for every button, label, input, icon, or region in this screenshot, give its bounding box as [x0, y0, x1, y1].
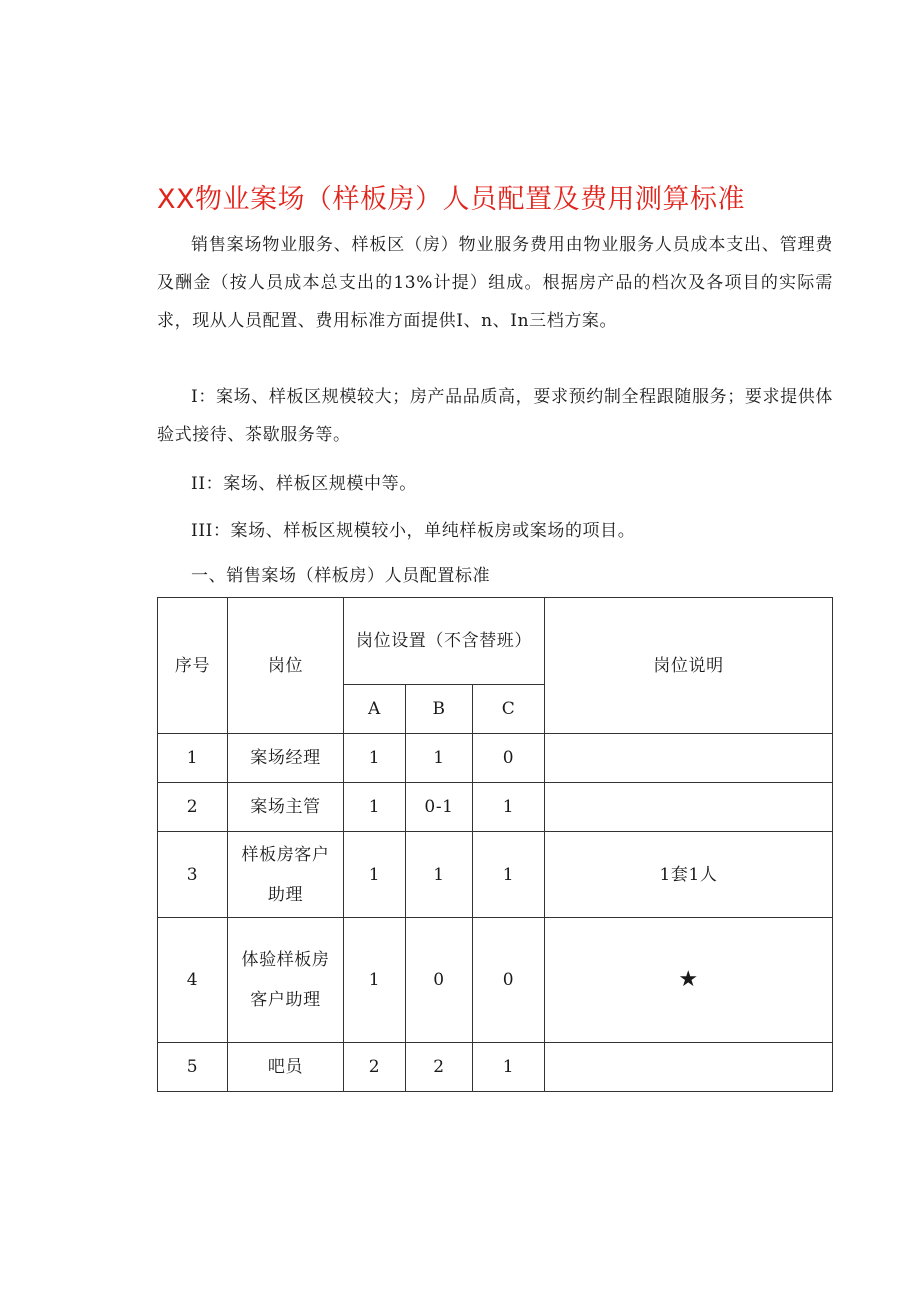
cell-c: 0: [473, 734, 545, 783]
table-row: [158, 832, 833, 918]
cell-position: 案场经理: [228, 734, 344, 783]
cell-position: 吧员: [228, 1043, 344, 1092]
cell-seq: 1: [158, 734, 228, 783]
header-setting: 岗位设置（不含替班）: [344, 598, 545, 685]
cell-b: 0: [406, 918, 473, 1043]
cell-b: 2: [406, 1043, 473, 1092]
cell-description: 1套1人: [545, 832, 833, 918]
header-col-b: B: [406, 685, 473, 734]
cell-description: [545, 1043, 833, 1092]
section-heading: 一、销售案场（样板房）人员配置标准: [191, 566, 491, 586]
level-2-paragraph: II：案场、样板区规模中等。: [191, 474, 417, 494]
cell-a: 1: [344, 918, 406, 1043]
level-3-paragraph: III：案场、样板区规模较小，单纯样板房或案场的项目。: [191, 521, 636, 541]
table-row: [158, 783, 833, 832]
cell-position: 样板房客户助理: [228, 832, 344, 918]
cell-c: 1: [473, 832, 545, 918]
cell-c: 0: [473, 918, 545, 1043]
staffing-table: [157, 597, 833, 1092]
cell-a: 2: [344, 1043, 406, 1092]
cell-seq: 2: [158, 783, 228, 832]
cell-c: 1: [473, 1043, 545, 1092]
header-description: 岗位说明: [545, 598, 833, 734]
document-title: XX物业案场（样板房）人员配置及费用测算标准: [157, 184, 745, 215]
header-col-c: C: [473, 685, 545, 734]
cell-b: 1: [406, 832, 473, 918]
table-row: [158, 734, 833, 783]
header-position: 岗位: [228, 598, 344, 734]
cell-b: 1: [406, 734, 473, 783]
cell-seq: 3: [158, 832, 228, 918]
intro-paragraph: 销售案场物业服务、样板区（房）物业服务费用由物业服务人员成本支出、管理费及酬金（按人员成本总支出的13%计提）组成。根据房产品的档次及各项目的实际需求，现从人员配置、费用标准方面提供I、n、In三档方案。: [157, 235, 833, 331]
header-seq: 序号: [158, 598, 228, 734]
table-row: [158, 1043, 833, 1092]
cell-description: [545, 783, 833, 832]
cell-c: 1: [473, 783, 545, 832]
level-1-paragraph: I：案场、样板区规模较大；房产品品质高，要求预约制全程跟随服务；要求提供体验式接待、茶歇服务等。: [157, 387, 833, 445]
cell-a: 1: [344, 783, 406, 832]
header-col-a: A: [344, 685, 406, 734]
cell-position: 案场主管: [228, 783, 344, 832]
cell-a: 1: [344, 734, 406, 783]
cell-seq: 4: [158, 918, 228, 1043]
cell-position: 体验样板房客户助理: [228, 918, 344, 1043]
table-header-row: [158, 598, 833, 685]
cell-a: 1: [344, 832, 406, 918]
star-icon: ★: [545, 918, 833, 1043]
cell-seq: 5: [158, 1043, 228, 1092]
cell-description: [545, 734, 833, 783]
table-row: [158, 918, 833, 1043]
cell-b: 0-1: [406, 783, 473, 832]
